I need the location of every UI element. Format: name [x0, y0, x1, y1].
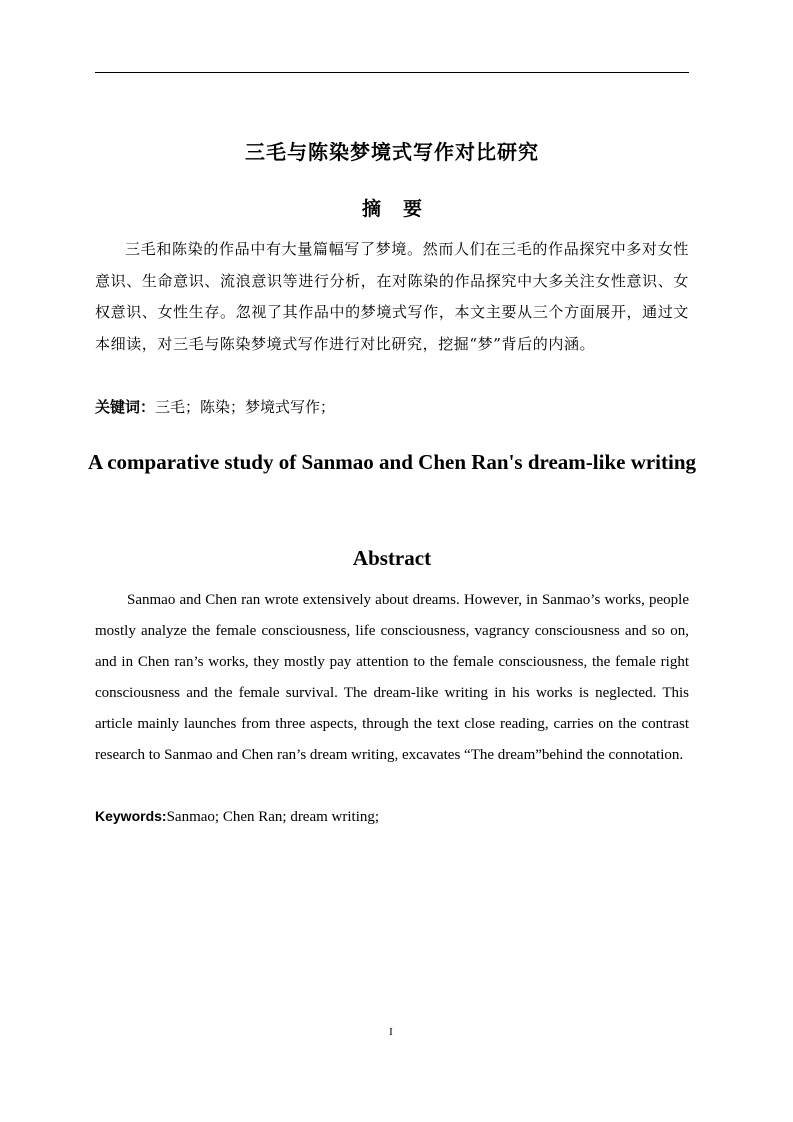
english-keywords: [95, 804, 689, 829]
english-keywords-value: Sanmao; Chen Ran; dream writing;: [166, 809, 380, 825]
english-abstract-body: Sanmao and Chen ran wrote extensively about dreams. However, in Sanmao’s works, people mostly analyze the female consciousness, life consciousness, vagrancy consciousness and so on, and in Chen ran’s works, they mostly pay attention to the female consciousness, the female right consciousness and the female survival. The dream-like writing in his works is neglected. This article mainly launches from three aspects, through the text close reading, carries on the contrast research to Sanmao and Chen ran’s dream writing, excavates “The dream”behind the connotation.: [95, 592, 689, 763]
chinese-abstract-body: 三毛和陈染的作品中有大量篇幅写了梦境。然而人们在三毛的作品探究中多对女性意识、生命意识、流浪意识等进行分析，在对陈染的作品探究中大多关注女性意识、女权意识、女性生存。忽视了其作品中的梦境式写作，本文主要从三个方面展开，通过文本细读，对三毛与陈染梦境式写作进行对比研究，挖掘“梦”背后的内涵。: [95, 240, 689, 353]
english-title: A comparative study of Sanmao and Chen Ran's dream-like writing: [87, 450, 697, 474]
chinese-keywords-label: 关键词：: [95, 398, 156, 416]
chinese-keywords-value: 三毛；陈染；梦境式写作；: [155, 398, 336, 416]
chinese-keywords: [95, 395, 689, 419]
header-rule: [95, 72, 689, 73]
english-keywords-label: Keywords:: [95, 808, 167, 824]
chinese-abstract-heading: 摘要: [361, 198, 444, 220]
chinese-title: 三毛与陈染梦境式写作对比研究: [245, 140, 539, 164]
english-abstract-heading: Abstract: [352, 546, 432, 570]
page-number: I: [389, 1026, 393, 1038]
